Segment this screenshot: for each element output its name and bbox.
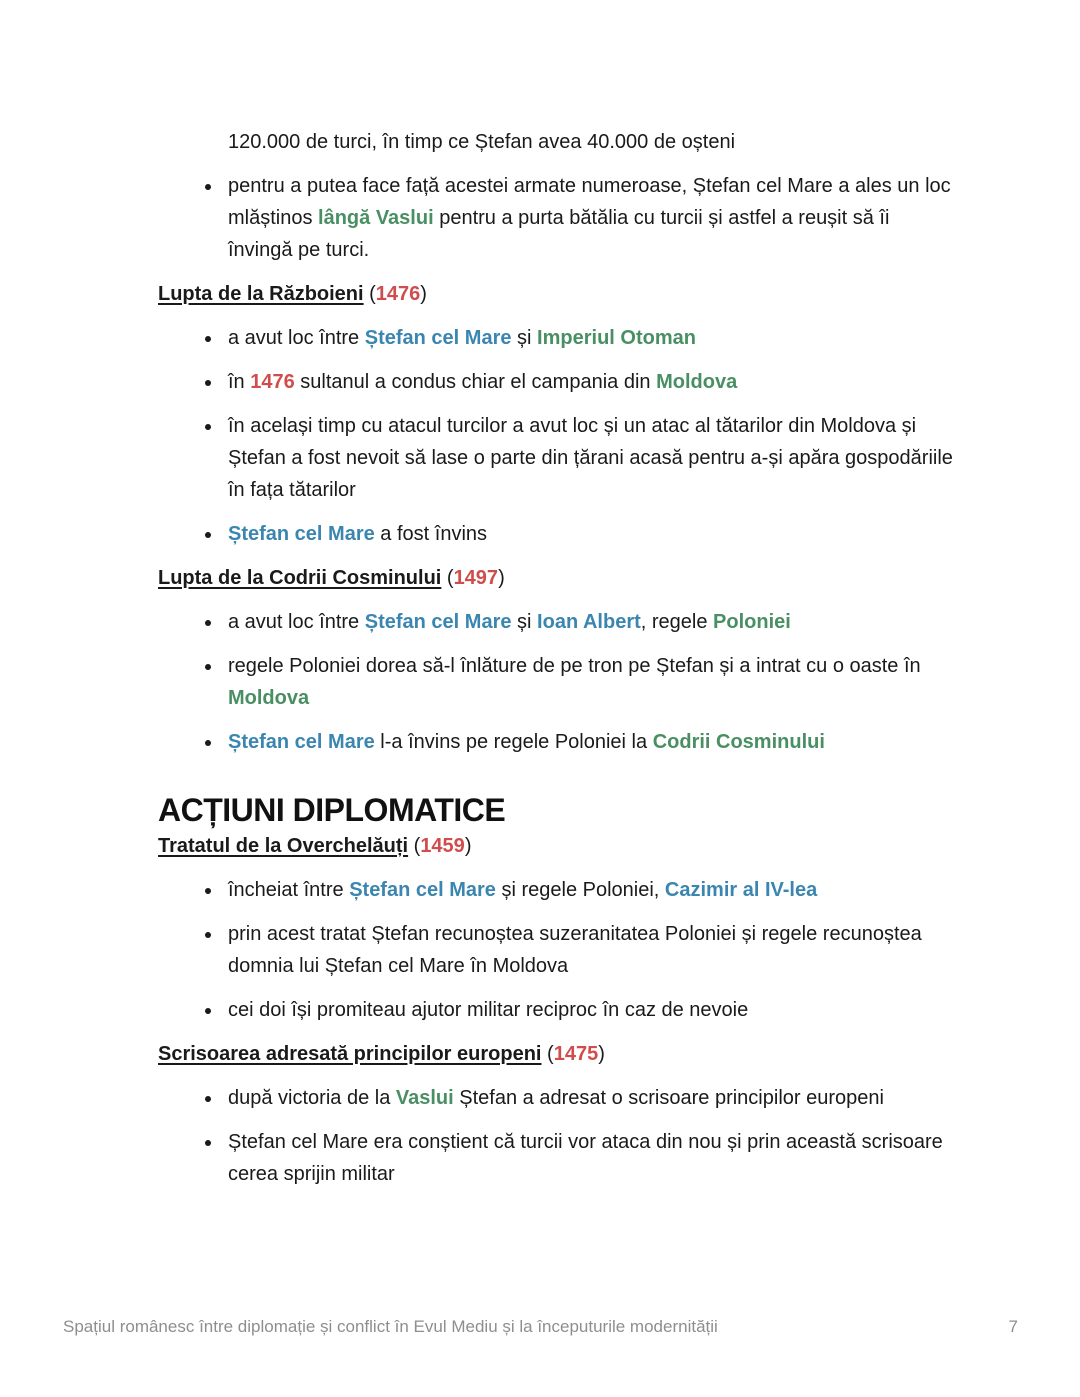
list-item: încheiat între Ștefan cel Mare și regele Poloniei, Cazimir al IV-lea <box>158 874 958 906</box>
page-footer <box>63 1317 1018 1337</box>
razboieni-heading: Lupta de la Războieni (1476) <box>158 283 427 305</box>
document-body <box>158 126 958 1190</box>
overchelauti-heading: Tratatul de la Overchelăuți (1459) <box>158 835 472 857</box>
list-item: regele Poloniei dorea să-l înlăture de pe tron pe Ștefan și a intrat cu o oaste în Moldova <box>158 650 958 714</box>
list-item: Ștefan cel Mare era conștient că turcii vor ataca din nou și prin această scrisoare cerea sprijin militar <box>158 1126 958 1190</box>
list-item: cei doi își promiteau ajutor militar reciproc în caz de nevoie <box>158 994 958 1026</box>
list-item: în 1476 sultanul a condus chiar el campania din Moldova <box>158 366 958 398</box>
scrisoarea-list <box>158 1082 958 1190</box>
footer-title: Spațiul românesc între diplomație și conflict în Evul Mediu și la începuturile modernității <box>63 1317 718 1336</box>
list-item: a avut loc între Ștefan cel Mare și Imperiul Otoman <box>158 322 958 354</box>
list-item: Ștefan cel Mare l-a învins pe regele Poloniei la Codrii Cosminului <box>158 726 958 758</box>
continued-line: 120.000 de turci, în timp ce Ștefan avea 40.000 de oșteni <box>228 131 736 153</box>
list-item: în același timp cu atacul turcilor a avut loc și un atac al tătarilor din Moldova și Ștefan a fost nevoit să lase o parte din țărani acasă pentru a-și apăra gospodăriile în fața tătarilor <box>158 410 958 506</box>
page-number: 7 <box>1008 1317 1018 1336</box>
list-item: pentru a putea face față acestei armate numeroase, Ștefan cel Mare a ales un loc mlăștinos lângă Vaslui pentru a purta bătălia cu turcii și astfel a reușit să îi învingă pe turci. <box>158 170 958 266</box>
scrisoarea-heading: Scrisoarea adresată principilor europeni (1475) <box>158 1043 605 1065</box>
overchelauti-list <box>158 874 958 1026</box>
section-title: ACȚIUNI DIPLOMATICE <box>158 792 506 828</box>
intro-list <box>158 170 958 266</box>
razboieni-list <box>158 322 958 550</box>
list-item: a avut loc între Ștefan cel Mare și Ioan Albert, regele Poloniei <box>158 606 958 638</box>
cosmin-list <box>158 606 958 758</box>
cosmin-heading: Lupta de la Codrii Cosminului (1497) <box>158 567 505 589</box>
list-item: Ștefan cel Mare a fost învins <box>158 518 958 550</box>
list-item: prin acest tratat Ștefan recunoștea suzeranitatea Poloniei și regele recunoștea domnia lui Ștefan cel Mare în Moldova <box>158 918 958 982</box>
list-item: după victoria de la Vaslui Ștefan a adresat o scrisoare principilor europeni <box>158 1082 958 1114</box>
